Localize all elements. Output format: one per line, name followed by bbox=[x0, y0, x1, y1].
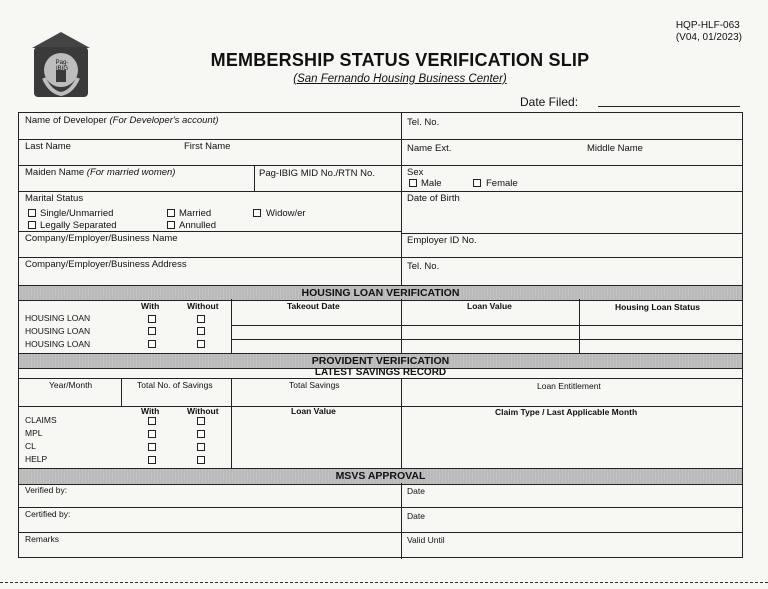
housing-loan-status-header: Housing Loan Status bbox=[615, 302, 700, 312]
first-name-label: First Name bbox=[184, 141, 231, 152]
cl-without-checkbox[interactable] bbox=[197, 443, 205, 451]
last-name-label: Last Name bbox=[25, 141, 71, 152]
mpl-row: MPL bbox=[25, 428, 43, 438]
developer-tel-label: Tel. No. bbox=[407, 117, 440, 128]
employer-id-label: Employer ID No. bbox=[407, 235, 477, 246]
annulled-checkbox[interactable] bbox=[167, 221, 175, 229]
form-code-block bbox=[676, 20, 742, 44]
claims-with-checkbox[interactable] bbox=[148, 417, 156, 425]
cl-with-checkbox[interactable] bbox=[148, 443, 156, 451]
employer-name-label: Company/Employer/Business Name bbox=[25, 233, 178, 244]
help-without-checkbox[interactable] bbox=[197, 456, 205, 464]
annulled-label: Annulled bbox=[179, 220, 216, 231]
claims-row: CLAIMS bbox=[25, 415, 57, 425]
form-subtitle: (San Fernando Housing Business Center) bbox=[293, 73, 507, 85]
provident-with-header: With bbox=[141, 406, 160, 416]
housing-row-3-without-checkbox[interactable] bbox=[197, 340, 205, 348]
verified-date-label: Date bbox=[407, 486, 425, 496]
verification-form bbox=[18, 112, 743, 558]
male-checkbox[interactable] bbox=[409, 179, 417, 187]
employer-tel-label: Tel. No. bbox=[407, 261, 440, 272]
certified-by-label: Certified by: bbox=[25, 509, 71, 519]
valid-until-label: Valid Until bbox=[407, 535, 445, 545]
provident-without-header: Without bbox=[187, 406, 219, 416]
loan-entitlement-header: Loan Entitlement bbox=[537, 381, 601, 391]
separated-label: Legally Separated bbox=[40, 220, 117, 231]
date-of-birth-label: Date of Birth bbox=[407, 193, 460, 204]
logo-text: Pag-IBIG bbox=[55, 60, 69, 72]
date-filed-field[interactable] bbox=[598, 106, 740, 107]
form-code: HQP-HLF-063 bbox=[675, 20, 740, 31]
claim-type-header: Claim Type / Last Applicable Month bbox=[495, 407, 638, 417]
cut-line bbox=[0, 582, 768, 583]
developer-label: Name of Developer (For Developer's account) bbox=[25, 115, 219, 126]
widow-label: Widow/er bbox=[266, 208, 306, 219]
housing-without-header: Without bbox=[187, 301, 219, 311]
middle-name-label: Middle Name bbox=[587, 143, 643, 154]
married-label: Married bbox=[179, 208, 212, 219]
housing-loan-row-3: HOUSING LOAN bbox=[25, 339, 91, 349]
mpl-with-checkbox[interactable] bbox=[148, 430, 156, 438]
single-checkbox[interactable] bbox=[28, 209, 36, 217]
female-label: Female bbox=[486, 178, 518, 189]
remarks-label: Remarks bbox=[25, 534, 60, 544]
housing-loan-header: HOUSING LOAN VERIFICATION bbox=[19, 285, 742, 301]
mid-rtn-label: Pag-IBIG MID No./RTN No. bbox=[259, 168, 375, 179]
cl-row: CL bbox=[25, 441, 36, 451]
housing-row-1-without-checkbox[interactable] bbox=[197, 315, 205, 323]
help-with-checkbox[interactable] bbox=[148, 456, 156, 464]
name-ext-label: Name Ext. bbox=[407, 143, 452, 154]
loan-value-header-provident: Loan Value bbox=[291, 406, 336, 416]
maiden-name-label: Maiden Name (For married women) bbox=[25, 167, 176, 178]
latest-savings-header: LATEST SAVINGS RECORD bbox=[314, 367, 447, 378]
date-filed-label: Date Filed: bbox=[520, 95, 579, 109]
housing-row-2-without-checkbox[interactable] bbox=[197, 327, 205, 335]
year-month-header: Year/Month bbox=[49, 380, 93, 390]
housing-loan-row-1: HOUSING LOAN bbox=[25, 313, 91, 323]
verified-by-label: Verified by: bbox=[25, 485, 68, 495]
form-version: (V04, 01/2023) bbox=[675, 32, 742, 43]
claims-without-checkbox[interactable] bbox=[197, 417, 205, 425]
provident-header: PROVIDENT VERIFICATION bbox=[19, 353, 742, 369]
housing-row-1-with-checkbox[interactable] bbox=[148, 315, 156, 323]
housing-row-2-with-checkbox[interactable] bbox=[148, 327, 156, 335]
separated-checkbox[interactable] bbox=[28, 221, 36, 229]
msvs-approval-header: MSVS APPROVAL bbox=[19, 468, 742, 485]
housing-loan-row-2: HOUSING LOAN bbox=[25, 326, 91, 336]
married-checkbox[interactable] bbox=[167, 209, 175, 217]
total-no-savings-header: Total No. of Savings bbox=[137, 380, 213, 390]
marital-status-label: Marital Status bbox=[25, 193, 84, 204]
employer-address-label: Company/Employer/Business Address bbox=[25, 259, 187, 270]
certified-date-label: Date bbox=[407, 511, 425, 521]
takeout-date-header: Takeout Date bbox=[287, 301, 340, 311]
female-checkbox[interactable] bbox=[473, 179, 481, 187]
loan-value-header: Loan Value bbox=[467, 301, 512, 311]
help-row: HELP bbox=[25, 454, 48, 464]
single-label: Single/Unmarried bbox=[40, 208, 114, 219]
widow-checkbox[interactable] bbox=[253, 209, 261, 217]
housing-with-header: With bbox=[141, 301, 160, 311]
total-savings-header: Total Savings bbox=[289, 380, 340, 390]
housing-row-3-with-checkbox[interactable] bbox=[148, 340, 156, 348]
sex-label: Sex bbox=[407, 167, 424, 178]
male-label: Male bbox=[421, 178, 442, 189]
form-title: MEMBERSHIP STATUS VERIFICATION SLIP bbox=[210, 50, 590, 70]
mpl-without-checkbox[interactable] bbox=[197, 430, 205, 438]
